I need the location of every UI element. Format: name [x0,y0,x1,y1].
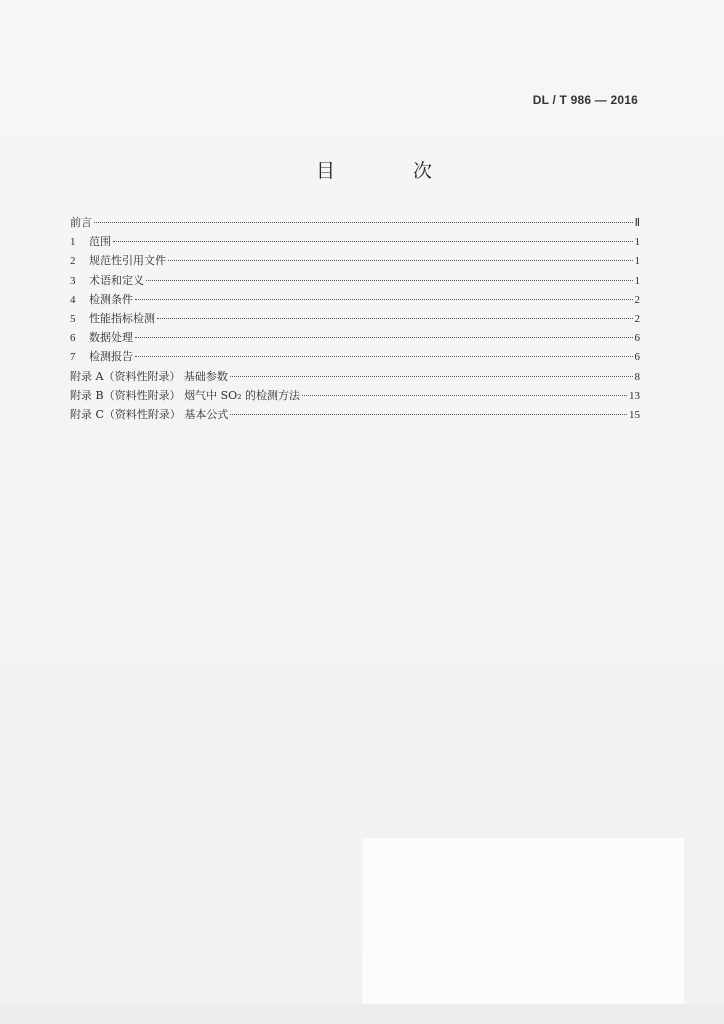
toc-leader-dots [230,375,633,377]
toc-leader-dots [146,279,633,281]
toc-leader-dots [302,394,627,396]
toc-entry-number: 3 [70,274,76,287]
toc-entry-page: 8 [634,370,640,383]
toc-title: 目 次 [315,160,469,182]
toc-entry-page: 1 [634,255,640,268]
toc-entry-page: 1 [634,274,640,287]
toc-entry-page: 6 [634,351,640,364]
standard-code: DL / T 986 — 2016 [532,93,638,107]
toc-entry-number: 1 [70,236,76,249]
toc-leader-dots [135,298,633,300]
toc-entry-label: 范围 [89,235,111,249]
table-of-contents [70,213,640,424]
toc-entry-label: 术语和定义 [89,273,144,287]
toc-entry[interactable] [70,309,640,328]
toc-entry[interactable] [70,251,640,270]
toc-entry[interactable] [70,347,640,366]
toc-entry-label: 附录 C（资料性附录） 基本公式 [70,407,229,421]
toc-entry[interactable] [70,328,640,347]
toc-entry[interactable] [70,232,640,251]
toc-entry-label: 附录 B（资料性附录） 烟气中 SO₂ 的检测方法 [70,388,301,402]
toc-entry[interactable] [70,290,640,309]
toc-entry-number: 4 [70,293,76,306]
toc-leader-dots [157,317,633,319]
toc-entry-page: 15 [629,408,640,421]
toc-entry-label: 检测报告 [89,350,133,364]
toc-entry-page: Ⅱ [634,217,640,229]
toc-entry-page: 13 [629,389,640,402]
toc-leader-dots [113,240,633,242]
toc-entry-label: 规范性引用文件 [89,254,166,268]
toc-entry[interactable] [70,386,640,405]
toc-entry-number: 6 [70,332,76,345]
toc-entry-page: 2 [634,293,640,306]
toc-entry-page: 6 [634,332,640,345]
toc-entry-label: 附录 A（资料性附录） 基础参数 [70,369,228,383]
toc-entry-number: 2 [70,255,76,268]
toc-entry-label: 检测条件 [89,292,133,306]
toc-entry[interactable] [70,213,640,232]
toc-entry-label: 数据处理 [89,331,133,345]
toc-entry-number: 5 [70,312,76,325]
toc-leader-dots [135,336,633,338]
toc-entry-number: 7 [70,351,76,364]
toc-entry-label: 性能指标检测 [89,311,155,325]
toc-leader-dots [94,221,633,223]
toc-leader-dots [135,355,633,357]
toc-entry-page: 1 [634,236,640,249]
toc-entry-label: 前言 [70,216,92,229]
toc-leader-dots [230,413,627,415]
toc-entry[interactable] [70,405,640,424]
toc-entry[interactable] [70,271,640,290]
toc-entry-page: 2 [634,312,640,325]
toc-entry[interactable] [70,367,640,386]
scan-bottom-edge [0,1004,724,1024]
scan-white-patch [362,838,684,1024]
toc-leader-dots [168,259,633,261]
